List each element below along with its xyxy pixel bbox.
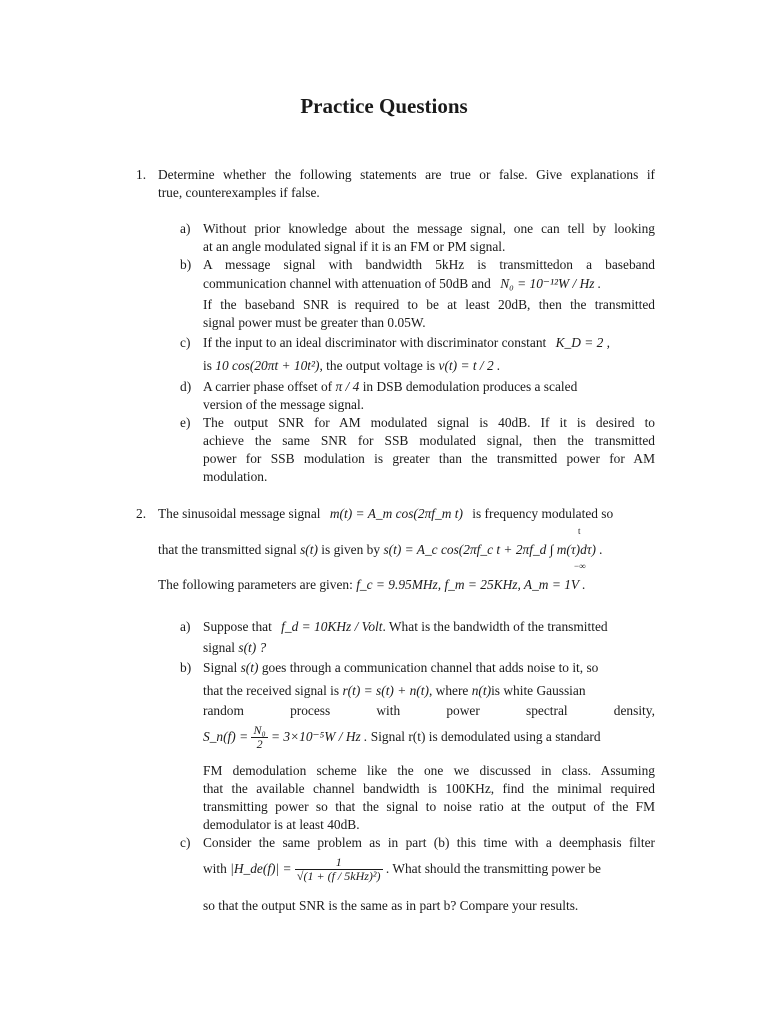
- q1e-line-3: power for SSB modulation is greater than the transmitted power for AM: [203, 451, 655, 466]
- q1b-line-4: signal power must be greater than 0.05W.: [203, 315, 426, 330]
- q1c-output-math: v(t) = t / 2 .: [438, 358, 501, 373]
- q1d-phase-math: π / 4: [335, 379, 360, 394]
- q2b-line-2-pre: that the received signal is: [203, 683, 340, 698]
- q2-line-2-mid: is given by: [321, 542, 381, 557]
- q2b-line-2-post: is white Gaussian: [491, 683, 586, 698]
- q2-line-1-post: is frequency modulated so: [472, 506, 614, 521]
- q2a-line-1-pre: Suppose that: [203, 619, 272, 634]
- q2b-word-power: power: [446, 703, 480, 718]
- q2b-word-with: with: [376, 703, 401, 718]
- q1c-line-2-mid: , the output voltage is: [319, 358, 436, 373]
- q2-integral-lower-limit: −∞: [574, 561, 586, 571]
- q1a-label: a): [180, 221, 191, 236]
- q1b-line-3: If the baseband SNR is required to be at least 20dB, then the transmitted: [203, 297, 655, 312]
- q2c-filter-fraction-denominator: √(1 + (f / 5kHz)²): [296, 869, 381, 884]
- q2b-psd-fraction-numerator: N₀: [253, 723, 266, 738]
- q2b-line-2: [203, 682, 655, 700]
- q1d-label: d): [180, 379, 192, 394]
- q2c-line-1: Consider the same problem as in part (b) this time with a deemphasis filter: [203, 835, 655, 850]
- q1e-line-2: achieve the same SNR for SSB modulated signal, then the transmitted: [203, 433, 655, 448]
- q1c-line-1: [203, 334, 655, 352]
- q1e-label: e): [180, 415, 191, 430]
- q2b-line-6: that the available channel bandwidth is 100KHz, find the minimal required: [203, 781, 655, 796]
- q2c-filter-fraction: [295, 856, 383, 883]
- q2b-line-7: transmitting power so that the signal to noise ratio at the output of the FM: [203, 799, 655, 814]
- q2b-received-signal-math: r(t) = s(t) + n(t): [342, 683, 429, 698]
- q1e-line-1: The output SNR for AM modulated signal is 40dB. If it is desired to: [203, 415, 655, 430]
- q1b-line-2-text: communication channel with attenuation of 50dB and: [203, 276, 491, 291]
- q2-line-2-pre: that the transmitted signal: [158, 542, 297, 557]
- question-1-line-2: true, counterexamples if false.: [158, 185, 320, 200]
- q2c-line-3: so that the output SNR is the same as in part b? Compare your results.: [203, 898, 579, 913]
- q2-integral-upper-limit: t: [578, 526, 581, 536]
- q2a-line-2-pre: signal: [203, 640, 235, 655]
- q2a-line-1: [203, 618, 655, 636]
- q2c-line-2-post: . What should the transmitting power be: [385, 861, 601, 876]
- q2a-fd-math: f_d = 10KHz / Volt: [281, 619, 383, 634]
- q2b-line-1-post: goes through a communication channel that adds noise to it, so: [261, 660, 599, 675]
- q2b-line-4: [203, 722, 655, 752]
- question-2-line-2: [158, 541, 655, 559]
- q2a-st-math: s(t) ?: [238, 640, 267, 655]
- q2c-filter-fraction-numerator: 1: [295, 856, 383, 870]
- q2b-line-1: [203, 659, 655, 677]
- q1b-label: b): [180, 257, 192, 272]
- q1e-line-4: modulation.: [203, 469, 268, 484]
- q1c-line-1-text: If the input to an ideal discriminator with discriminator constant: [203, 335, 547, 350]
- q2a-line-2: [203, 639, 655, 657]
- question-1-line-1: Determine whether the following statements are true or false. Give explanations if: [158, 167, 655, 182]
- q2b-word-density: density,: [613, 703, 655, 718]
- q1d-line-1: [203, 378, 655, 396]
- q2-parameters-math: f_c = 9.95MHz, f_m = 25KHz, A_m = 1V .: [356, 577, 586, 592]
- q2b-psd-rhs-math: = 3×10⁻⁵W / Hz .: [271, 729, 368, 744]
- question-2-line-1: [158, 505, 655, 523]
- q2c-label: c): [180, 835, 191, 850]
- q2a-line-1-post: . What is the bandwidth of the transmitted: [382, 619, 608, 634]
- q2b-line-4-post: Signal r(t) is demodulated using a standard: [370, 729, 601, 744]
- q1c-kd-math: K_D = 2 ,: [555, 335, 611, 350]
- q1c-line-2-pre: is: [203, 358, 212, 373]
- q2-message-signal-math: m(t) = A_m cos(2πf_m t): [329, 506, 463, 521]
- q1c-label: c): [180, 335, 191, 350]
- q1a-line-1: Without prior knowledge about the message signal, one can tell by looking: [203, 221, 655, 236]
- q2b-psd-fraction-denominator: 2: [256, 737, 263, 752]
- q2a-label: a): [180, 619, 191, 634]
- q2c-filter-lhs-math: |H_de(f)| =: [230, 861, 292, 876]
- q1d-line-2: version of the message signal.: [203, 397, 365, 412]
- q2b-st-math: s(t): [240, 660, 259, 675]
- q2b-line-1-pre: Signal: [203, 660, 238, 675]
- q2b-line-2-mid: , where: [428, 683, 469, 698]
- q2b-label: b): [180, 660, 192, 675]
- q2c-line-2: [203, 852, 655, 886]
- question-2-line-3: [158, 576, 655, 594]
- q1b-noise-density-math: N₀ = 10⁻¹²W / Hz .: [500, 276, 602, 291]
- page-title: Practice Questions: [300, 94, 468, 118]
- q2-st-math: s(t): [300, 542, 318, 557]
- q2b-line-3: [203, 702, 655, 720]
- q1c-input-math: 10 cos(20πt + 10t²): [215, 358, 320, 373]
- q2-transmitted-signal-math: s(t) = A_c cos(2πf_c t + 2πf_d ∫ m(τ)dτ) .: [383, 542, 603, 557]
- q2b-word-spectral: spectral: [525, 703, 568, 718]
- q2b-psd-lhs-math: S_n(f) =: [203, 729, 249, 744]
- q1b-line-2: [203, 275, 655, 293]
- q1d-line-1-post: in DSB demodulation produces a scaled: [362, 379, 578, 394]
- question-2-number: 2.: [136, 506, 147, 521]
- q2b-line-5: FM demodulation scheme like the one we discussed in class. Assuming: [203, 763, 655, 778]
- q1c-line-2: [203, 357, 655, 375]
- q2b-word-random: random: [203, 703, 244, 718]
- q2-line-1-pre: The sinusoidal message signal: [158, 506, 321, 521]
- q1a-line-2: at an angle modulated signal if it is an FM or PM signal.: [203, 239, 506, 254]
- q2b-psd-fraction: [251, 724, 267, 751]
- q2-line-3-pre: The following parameters are given:: [158, 577, 353, 592]
- q2b-line-8: demodulator is at least 40dB.: [203, 817, 360, 832]
- q2c-line-2-pre: with: [203, 861, 227, 876]
- q1d-line-1-pre: A carrier phase offset of: [203, 379, 333, 394]
- q2b-word-process: process: [290, 703, 331, 718]
- question-1-number: 1.: [136, 167, 147, 182]
- q1b-line-1: A message signal with bandwidth 5kHz is transmittedon a baseband: [203, 257, 655, 272]
- q2b-nt-math: n(t): [471, 683, 492, 698]
